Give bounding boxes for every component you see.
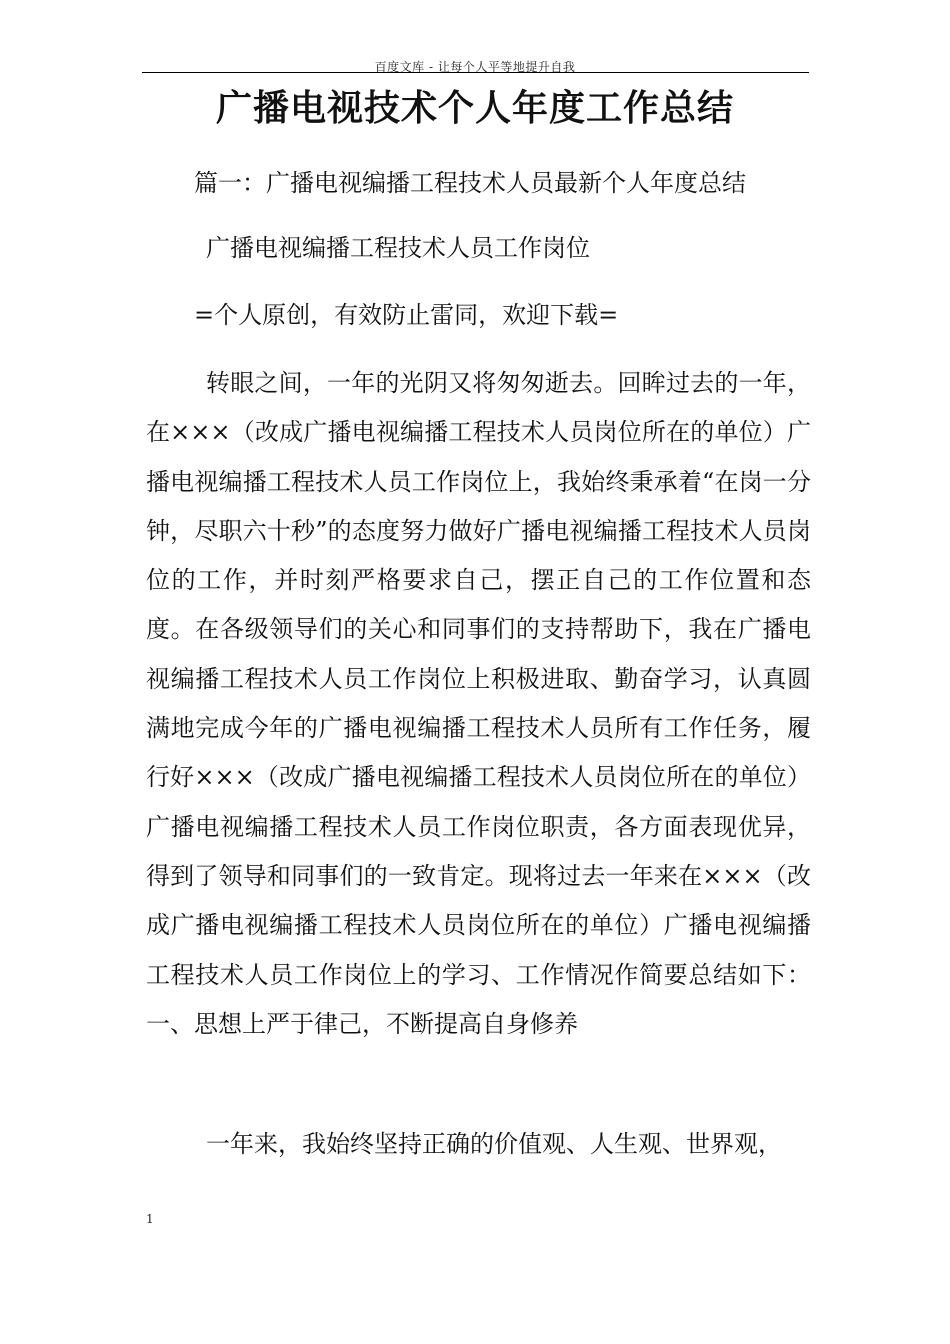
section-heading: 篇一：广播电视编播工程技术人员最新个人年度总结 [194, 169, 746, 197]
page-header: 百度文库 - 让每个人平等地提升自我 [374, 60, 576, 74]
body-paragraph: 一年来，我始终坚持正确的价值观、人生观、世界观， [206, 1130, 782, 1158]
download-notice: =个人原创，有效防止雷同，欢迎下载= [194, 301, 619, 329]
body-paragraph: 转眼之间，一年的光阴又将匆匆逝去。回眸过去的一年，在×××（改成广播电视编播工程技术人员岗位所在的单位）广播电视编播工程技术人员工作岗位上，我始终秉承着“在岗一分钟，尽职六十秒”的态度努力做好广播电视编播工程技术人员岗位的工作，并时刻严格要求自己，摆正自己的工作位置和态度。在各级领导们的关心和同事们的支持帮助下，我在广播电视编播工程技术人员工作岗位上积极进取、勤奋学习，认真圆满地完成今年的广播电视编播工程技术人员所有工作任务，履行好×××（改成广播电视编播工程技术人员岗位所在的单位）广播电视编播工程技术人员工作岗位职责，各方面表现优异，得到了领导和同事们的一致肯定。现将过去一年来在×××（改成广播电视编播工程技术人员岗位所在的单位）广播电视编播工程技术人员工作岗位上的学习、工作情况作简要总结如下：一、思想上严于律己，不断提高自身修养 [146, 369, 811, 1038]
subheading: 广播电视编播工程技术人员工作岗位 [206, 234, 590, 262]
page-number: 1 [146, 1212, 154, 1226]
document-title: 广播电视技术个人年度工作总结 [215, 87, 734, 129]
header-divider [142, 72, 809, 73]
